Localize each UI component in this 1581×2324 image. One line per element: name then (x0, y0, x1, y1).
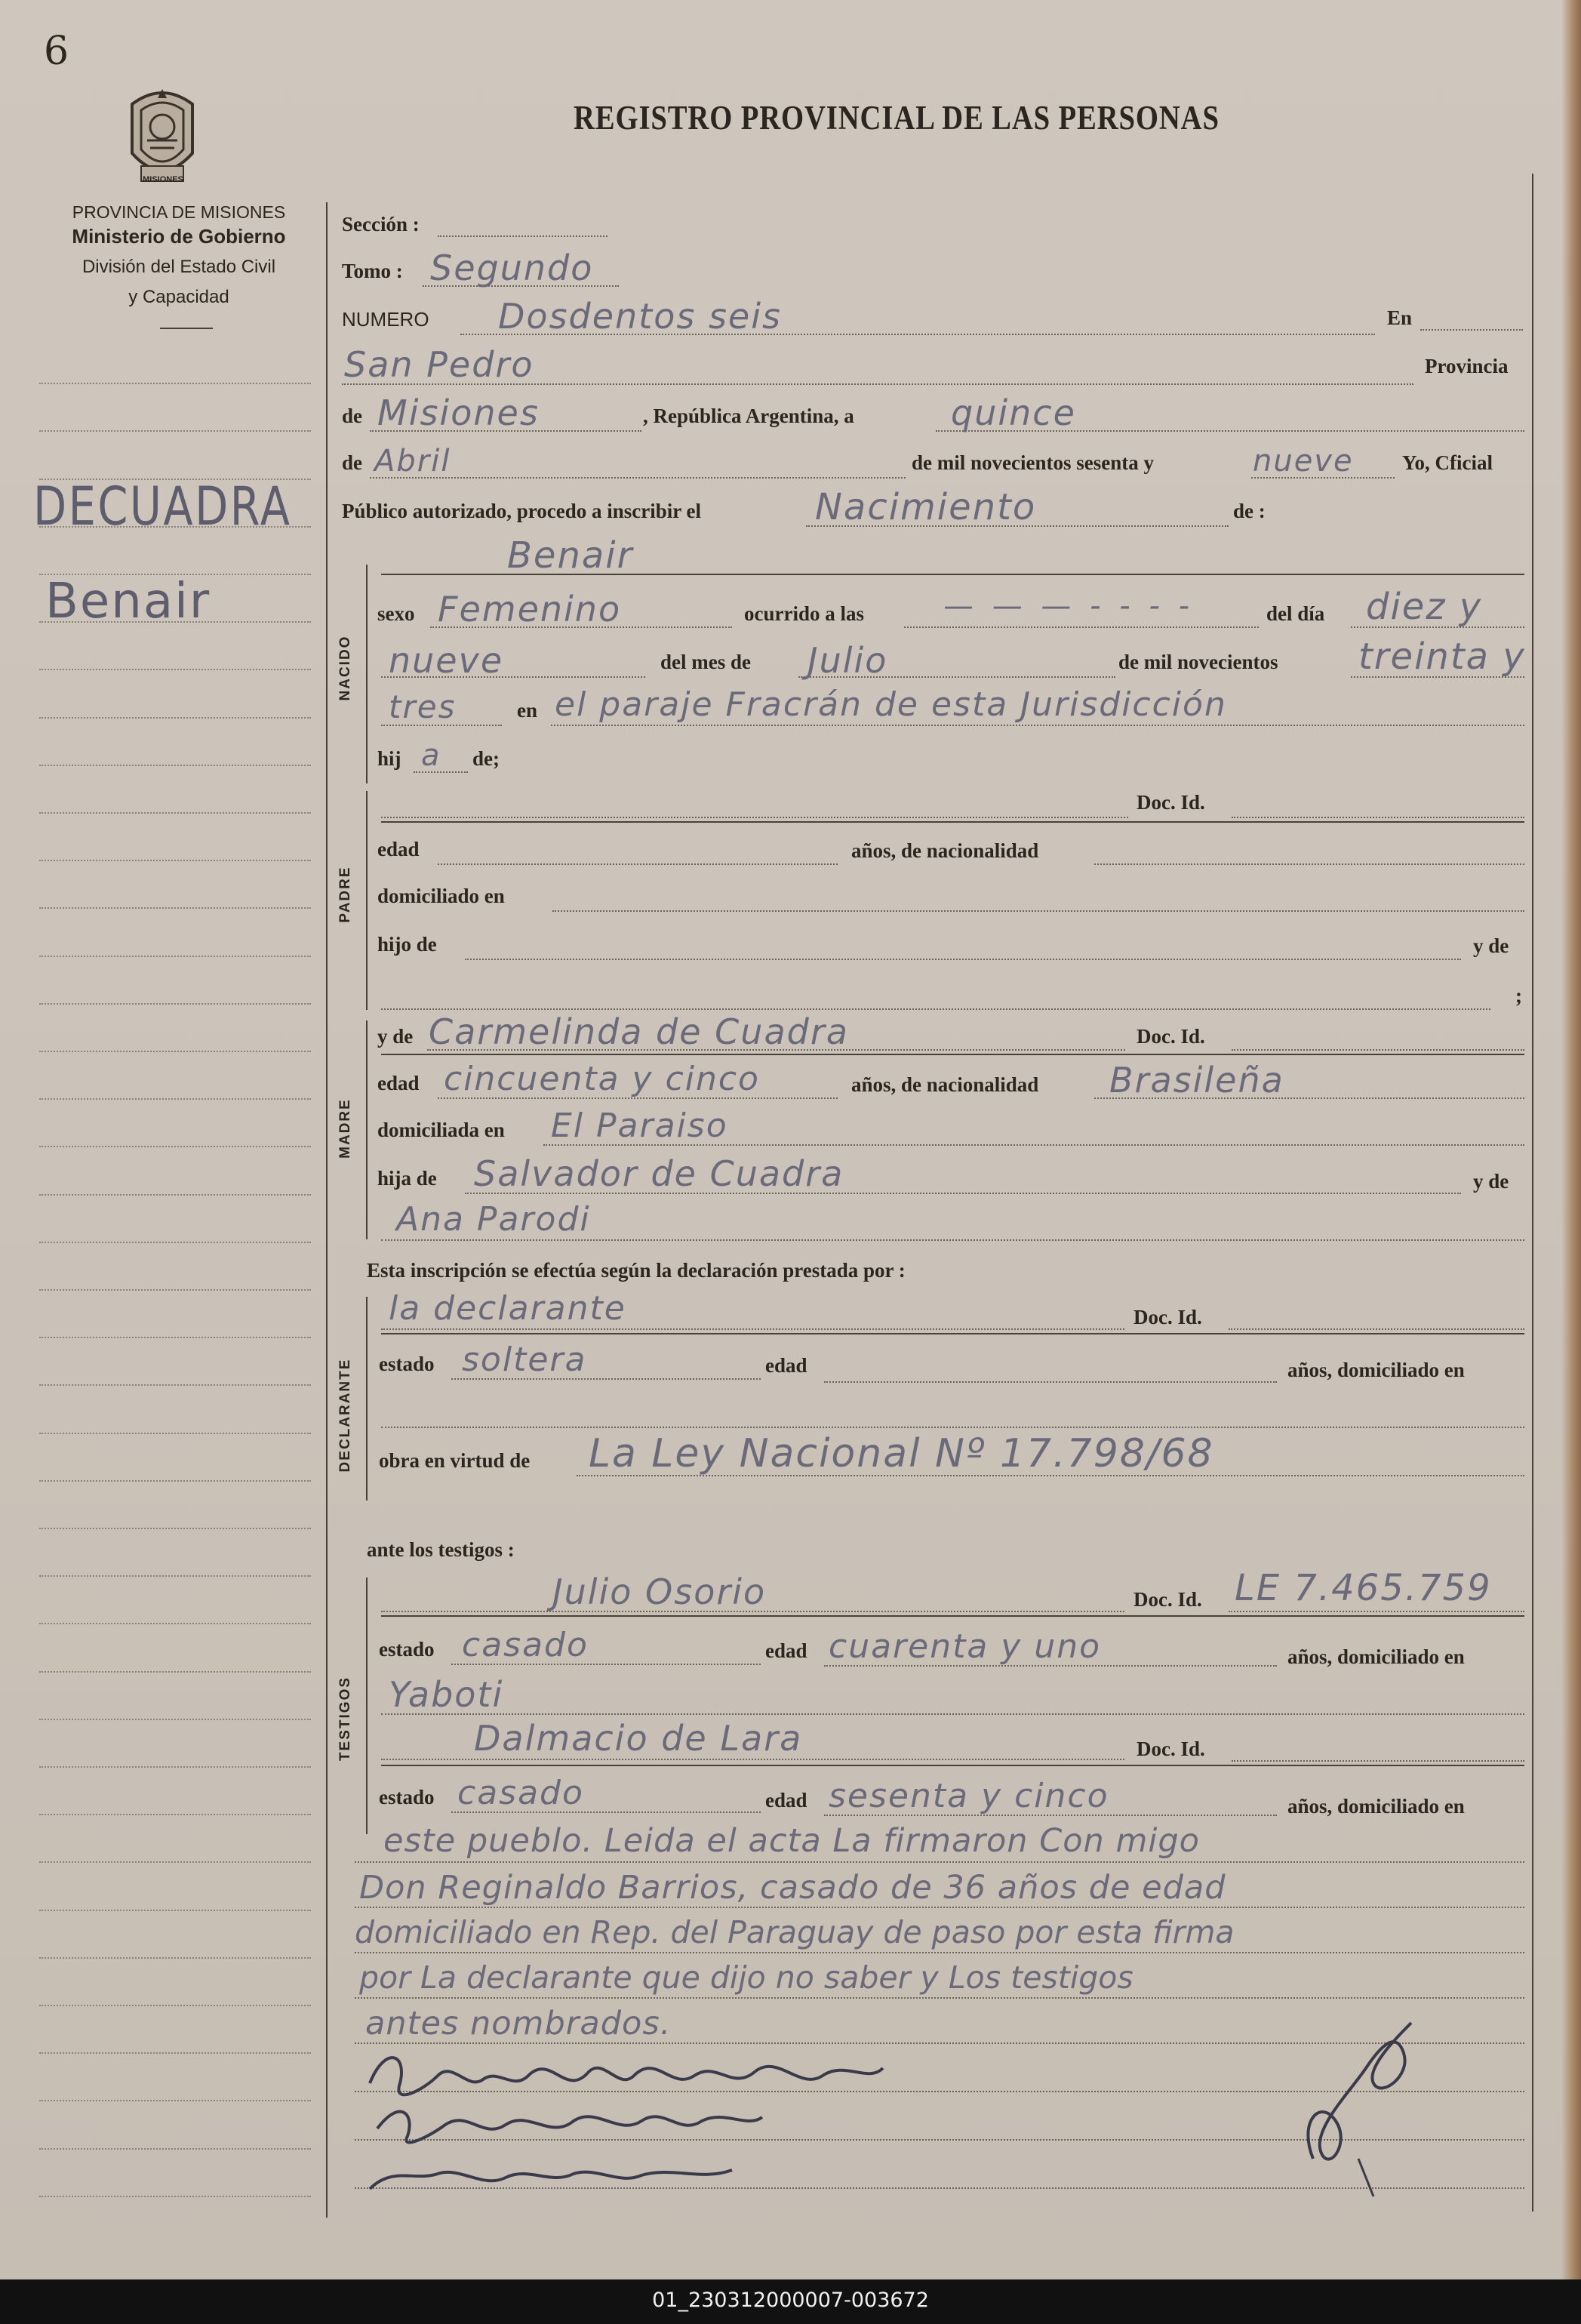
value-testigo2-estado: casado (457, 1774, 584, 1812)
value-tomo: Segundo (430, 248, 594, 288)
label-provincia: Provincia (1425, 355, 1509, 377)
label-del-dia: del día (1266, 602, 1325, 625)
org-line-capacity: y Capacidad (128, 287, 229, 307)
label-y-de-padre: y de (1473, 934, 1509, 957)
label-de-colon: de : (1233, 500, 1266, 522)
label-obra-virtud: obra en virtud de (379, 1449, 531, 1472)
value-hora: — — — - - - - (943, 589, 1195, 623)
official-signature-icon (1283, 2008, 1434, 2204)
value-testigo2-nombre: Dalmacio de Lara (474, 1718, 803, 1759)
label-doc-id-declarante: Doc. Id. (1133, 1306, 1202, 1328)
label-y-de-madre-2: y de (1473, 1170, 1509, 1193)
label-numero: NUMERO (342, 308, 429, 331)
value-numero: Dosdentos seis (498, 296, 782, 337)
value-testigo1-doc: LE 7.465.759 (1235, 1567, 1492, 1609)
label-hijo-de: hijo de (377, 933, 437, 956)
value-mes: Julio (807, 640, 888, 681)
label-ante-testigos: ante los testigos : (367, 1538, 515, 1561)
left-margin-rule (326, 202, 328, 2218)
value-hij-suffix: a (421, 738, 441, 773)
image-label: 01_230312000007-003672 (652, 2289, 929, 2312)
value-madre-edad: cincuenta y cinco (444, 1060, 760, 1098)
label-nacionalidad-padre: años, de nacionalidad (851, 839, 1039, 862)
right-margin-rule (1532, 174, 1533, 2212)
value-testigo1-estado: casado (462, 1626, 589, 1664)
label-domiciliado-testigo1: años, domiciliado en (1287, 1645, 1465, 1668)
label-yo-oficial: Yo, Cficial (1402, 451, 1493, 474)
label-de-mes: de (342, 451, 362, 474)
value-testigo2-edad: sesenta y cinco (829, 1777, 1109, 1815)
label-edad-testigo2: edad (765, 1789, 807, 1811)
label-semicolon: ; (1515, 984, 1522, 1007)
value-declarante: la declarante (389, 1289, 626, 1328)
label-hij: hij (377, 747, 401, 770)
label-edad-madre: edad (377, 1072, 420, 1094)
label-estado-testigo1: estado (379, 1638, 435, 1661)
label-publico: Público autorizado, procedo a inscribir el (342, 500, 701, 522)
label-tomo: Tomo : (342, 260, 403, 282)
value-declarante-estado: soltera (462, 1341, 587, 1379)
org-line-division: División del Estado Civil (82, 257, 276, 277)
sidebar-given-name: Benair (45, 574, 211, 629)
label-doc-id-testigo1: Doc. Id. (1133, 1588, 1202, 1611)
label-del-mes: del mes de (660, 651, 751, 673)
label-domiciliada-madre: domiciliada en (377, 1119, 505, 1141)
label-republica: , República Argentina, a (643, 405, 854, 427)
sidebar-surname: DECUADRA (33, 476, 292, 537)
page-number: 6 (44, 29, 69, 74)
label-inscripcion: Esta inscripción se efectúa según la declaración prestada por : (367, 1259, 906, 1282)
value-anio: treinta y (1358, 636, 1526, 678)
label-mil-novecientos: de mil novecientos sesenta y (912, 451, 1154, 474)
value-obra-virtud: La Ley Nacional Nº 17.798/68 (589, 1431, 1214, 1476)
label-doc-id-madre: Doc. Id. (1137, 1025, 1205, 1048)
value-madre-padre: Salvador de Cuadra (474, 1153, 844, 1194)
value-cierre-3: domiciliado en Rep. del Paraguay de paso por esta firma (355, 1914, 1235, 1950)
value-anio-cont: tres (389, 688, 457, 725)
org-divider (160, 328, 213, 329)
label-en-lugar: en (517, 699, 537, 722)
value-mes-acta: Abril (374, 444, 451, 479)
value-sexo: Femenino (438, 589, 622, 629)
label-edad-padre: edad (377, 838, 420, 860)
section-label-declarante: DECLARANTE (337, 1358, 353, 1473)
value-madre-madre: Ana Parodi (396, 1200, 591, 1239)
value-dia-cont: nueve (389, 640, 504, 681)
label-seccion: Sección : (342, 213, 420, 235)
value-cierre-4: por La declarante que dijo no saber y Los testigos (359, 1959, 1133, 1996)
document-title: REGISTRO PROVINCIAL DE LAS PERSONAS (574, 99, 1220, 137)
value-testigo1-domicilio: Yaboti (389, 1674, 504, 1715)
value-madre-nacionalidad: Brasileña (1109, 1060, 1284, 1100)
section-label-nacido: NACIDO (337, 635, 353, 701)
label-hija-de: hija de (377, 1167, 437, 1190)
label-ocurrido: ocurrido a las (744, 602, 864, 625)
seal-text: MISIONES (143, 175, 183, 184)
value-cierre-1: este pueblo. Leida el acta La firmaron Con migo (383, 1822, 1200, 1860)
label-estado-testigo2: estado (379, 1786, 435, 1808)
value-nombre: Benair (507, 534, 634, 577)
org-line-province: PROVINCIA DE MISIONES (72, 202, 286, 222)
value-madre-nombre: Carmelinda de Cuadra (429, 1011, 849, 1052)
value-testigo1-edad: cuarenta y uno (829, 1627, 1102, 1666)
section-label-testigos: TESTIGOS (337, 1676, 353, 1762)
label-domiciliado-testigo2: años, domiciliado en (1287, 1795, 1465, 1818)
label-estado-declarante: estado (379, 1353, 435, 1375)
label-edad-testigo1: edad (765, 1639, 807, 1662)
image-label-bar (0, 2279, 1581, 2324)
value-dia: diez y (1366, 586, 1483, 628)
org-line-ministry: Ministerio de Gobierno (72, 225, 286, 248)
label-nacionalidad-madre: años, de nacionalidad (851, 1073, 1039, 1096)
section-label-padre: PADRE (337, 866, 353, 923)
label-de-mil-novecientos: de mil novecientos (1118, 651, 1278, 673)
value-tipo: Nacimiento (815, 486, 1037, 528)
label-y-de-madre: y de (377, 1025, 414, 1048)
value-localidad: San Pedro (344, 344, 534, 385)
label-sexo: sexo (377, 602, 415, 625)
value-anio-acta: nueve (1253, 444, 1354, 479)
value-lugar: el paraje Fracrán de esta Jurisdicción (555, 685, 1227, 724)
label-edad-declarante: edad (765, 1354, 807, 1377)
label-domiciliado-padre: domiciliado en (377, 885, 505, 907)
value-provincia: Misiones (377, 392, 540, 433)
label-doc-id-padre: Doc. Id. (1137, 791, 1205, 814)
label-doc-id-testigo2: Doc. Id. (1137, 1738, 1205, 1760)
value-cierre-2: Don Reginaldo Barrios, casado de 36 años de edad (359, 1869, 1226, 1907)
label-en: En (1387, 306, 1413, 329)
label-de-semicolon: de; (472, 747, 500, 770)
value-testigo1-nombre: Julio Osorio (552, 1571, 767, 1612)
value-cierre-5: antes nombrados. (365, 2005, 672, 2042)
witness-signatures-icon (355, 2038, 958, 2219)
value-madre-domicilio: El Paraiso (551, 1107, 728, 1145)
section-label-madre: MADRE (337, 1098, 353, 1159)
label-domiciliado-declarante: años, domiciliado en (1287, 1359, 1465, 1381)
value-dia-acta: quince (951, 392, 1076, 433)
label-de-provincia: de (342, 405, 362, 427)
